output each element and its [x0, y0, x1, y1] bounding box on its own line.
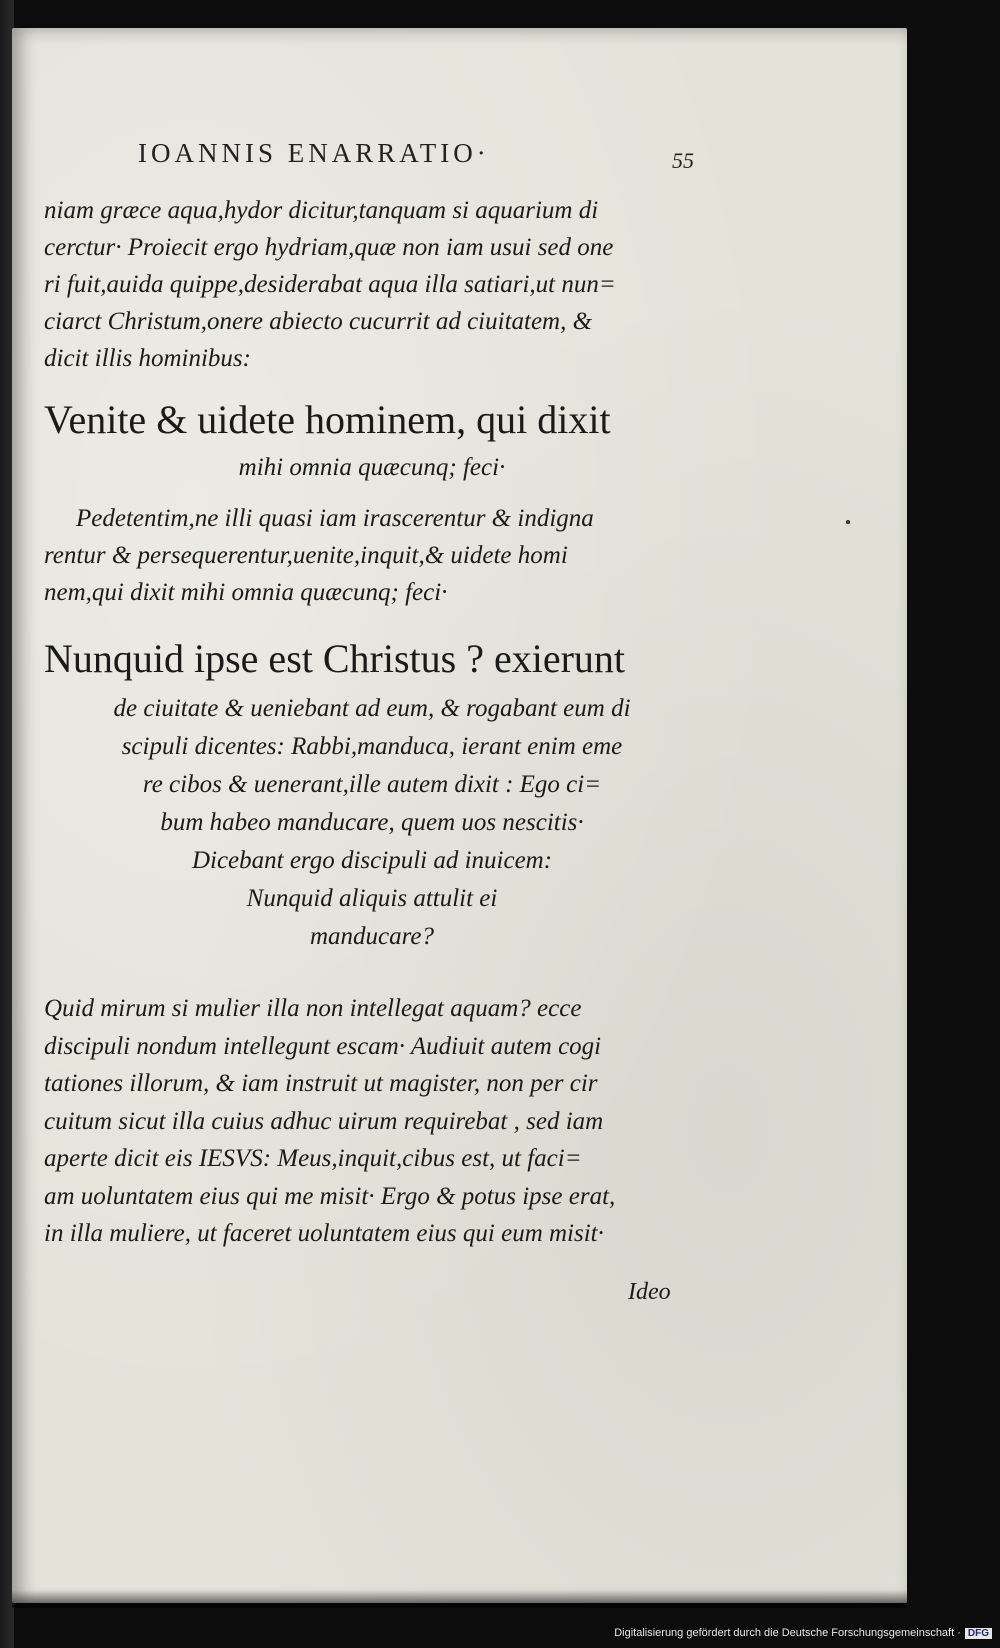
text-line: niam græce aqua,hydor dicitur,tanquam si aquarium di: [44, 197, 599, 224]
scripture-heading-1: Venite & uidete hominem, qui dixit: [44, 397, 611, 442]
scripture-heading-2: Nunquid ipse est Christus ? exierunt: [44, 636, 626, 681]
text-line: Dicebant ergo discipuli ad inuicem:: [191, 847, 553, 874]
text-line: ciarct Christum,onere abiecto cucurrit ad ciuitatem, &: [44, 308, 593, 335]
credit-text: Digitalisierung gefördert durch die Deutsche Forschungsgemeinschaft ·: [614, 1627, 961, 1639]
text-line: de ciuitate & ueniebant ad eum, & rogabant eum di: [113, 695, 631, 722]
text-line: rentur & persequerentur,uenite,inquit,& uidete homi: [44, 542, 568, 569]
text-line: tationes illorum, & iam instruit ut magister, non per cir: [44, 1070, 598, 1097]
paragraph-1: [44, 192, 700, 377]
text-line: Nunquid aliquis attulit ei: [246, 885, 498, 912]
paragraph-3: [44, 990, 700, 1253]
running-title: IOANNIS ENARRATIO·: [138, 138, 490, 168]
dfg-logo: DFG: [965, 1628, 992, 1639]
digitization-credit: [614, 1627, 992, 1639]
text-line: scipuli dicentes: Rabbi,manduca, ierant enim eme: [121, 733, 623, 760]
catchword: Ideo: [628, 1279, 671, 1305]
text-line: am uoluntatem eius qui me misit· Ergo & potus ipse erat,: [44, 1182, 616, 1210]
text-line: in illa muliere, ut faceret uoluntatem eius qui eum misit·: [44, 1220, 604, 1247]
text-line: Pedetentim,ne illi quasi iam irascerentur & indigna: [76, 505, 594, 532]
text-line: ri fuit,auida quippe,desiderabat aqua illa satiari,ut nun=: [44, 271, 616, 298]
text-line: cerctur· Proiecit ergo hydriam,quæ non iam usui sed one: [44, 234, 614, 261]
page-bottom-shadow: [12, 1590, 907, 1608]
text-line: manducare?: [309, 923, 435, 950]
text-line: discipuli nondum intellegunt escam· Audiuit autem cogi: [44, 1032, 602, 1060]
scripture-continuation-1: mihi omnia quæcunq; feci·: [238, 454, 506, 481]
text-line: aperte dicit eis IESVS: Meus,inquit,cibus est, ut faci=: [44, 1145, 582, 1172]
paper-speck: [846, 520, 850, 524]
text-line: nem,qui dixit mihi omnia quæcunq; feci·: [44, 579, 448, 606]
text-line: re cibos & uenerant,ille autem dixit : Ego ci=: [142, 771, 602, 798]
text-line: bum habeo manducare, quem uos nescitis·: [160, 809, 584, 836]
paragraph-2: [44, 500, 700, 611]
text-line: dicit illis hominibus:: [44, 345, 251, 372]
scripture-continuation-2: [44, 690, 700, 956]
text-line: Quid mirum si mulier illa non intellegat aquam? ecce: [44, 995, 582, 1022]
page-number: 55: [672, 148, 694, 173]
text-line: cuitum sicut illa cuius adhuc uirum requirebat , sed iam: [44, 1107, 604, 1135]
